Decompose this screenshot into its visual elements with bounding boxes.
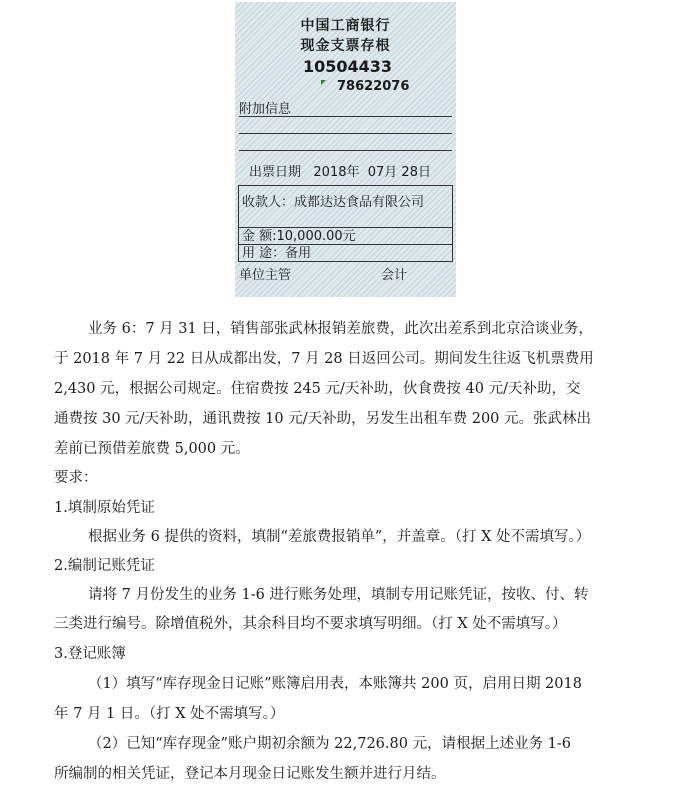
req2-line-2: 三类进行编号。除增值税外，其余科目均不要求填写明细。（打 X 处不需填写。） [54,616,567,632]
task6-line-4: 通费按 30 元/天补助，通讯费按 10 元/天补助，另发生出租车费 200 元。张武林出 [54,411,591,427]
req3-1-line-1: （1）填写“库存现金日记账”账簿启用表，本账簿共 200 页，启用日期 2018 [88,676,582,692]
req1-title: 1.填制原始凭证 [54,500,155,516]
req2-title: 2.编制记账凭证 [54,558,155,574]
extra-info-line-1 [239,116,452,117]
payee: 收款人：成都达达食品有限公司 [242,195,425,210]
task6-line-1: 业务 6：7 月 31 日，销售部张武林报销差旅费，此次出差系到北京洽谈业务， [88,321,593,337]
req3-2-line-2: 所编制的相关凭证，登记本月现金日记账发生额并进行月结。 [54,766,446,782]
stub-title: 现金支票存根 [300,38,391,54]
extra-info-label: 附加信息 [239,102,292,117]
purpose: 用 途：备用 [239,244,452,263]
corner-marker-icon [321,80,326,85]
supervisor-label: 单位主管 [239,268,292,283]
req3-title: 3.登记账簿 [54,646,126,662]
cheque-number-main: 10504433 [303,57,393,76]
bank-name: 中国工商银行 [300,18,391,34]
amount: 金 额:10,000.00元 [239,227,452,245]
cheque-stub [235,2,456,297]
req1-text: 根据业务 6 提供的资料，填制“差旅费报销单”，并盖章。（打 X 处不需填写。） [88,529,591,545]
extra-info-line-3 [239,150,452,151]
req2-line-1: 请将 7 月份发生的业务 1-6 进行账务处理，填制专用记账凭证，按收、付、转 [88,587,589,603]
extra-info-line-2 [239,133,452,134]
requirements-heading: 要求： [54,470,98,486]
stub-detail-box [238,185,453,262]
req3-1-line-2: 年 7 月 1 日。（打 X 处不需填写。） [54,706,285,722]
task6-line-5: 差前已预借差旅费 5,000 元。 [54,441,250,457]
req3-2-line-1: （2）已知“库存现金”账户期初余额为 22,726.80 元，请根据上述业务 1-6 [88,736,572,752]
task6-line-2: 于 2018 年 7 月 22 日从成都出发，7 月 28 日返回公司。期间发生往返飞机票费用 [54,351,594,367]
task6-line-3: 2,430 元，根据公司规定。住宿费按 245 元/天补助，伙食费按 40 元/天补助，交 [54,381,581,397]
cheque-number-sub: 78622076 [337,79,410,94]
accountant-label: 会计 [381,268,408,283]
issue-date: 出票日期 2018年 07月 28日 [249,165,431,180]
